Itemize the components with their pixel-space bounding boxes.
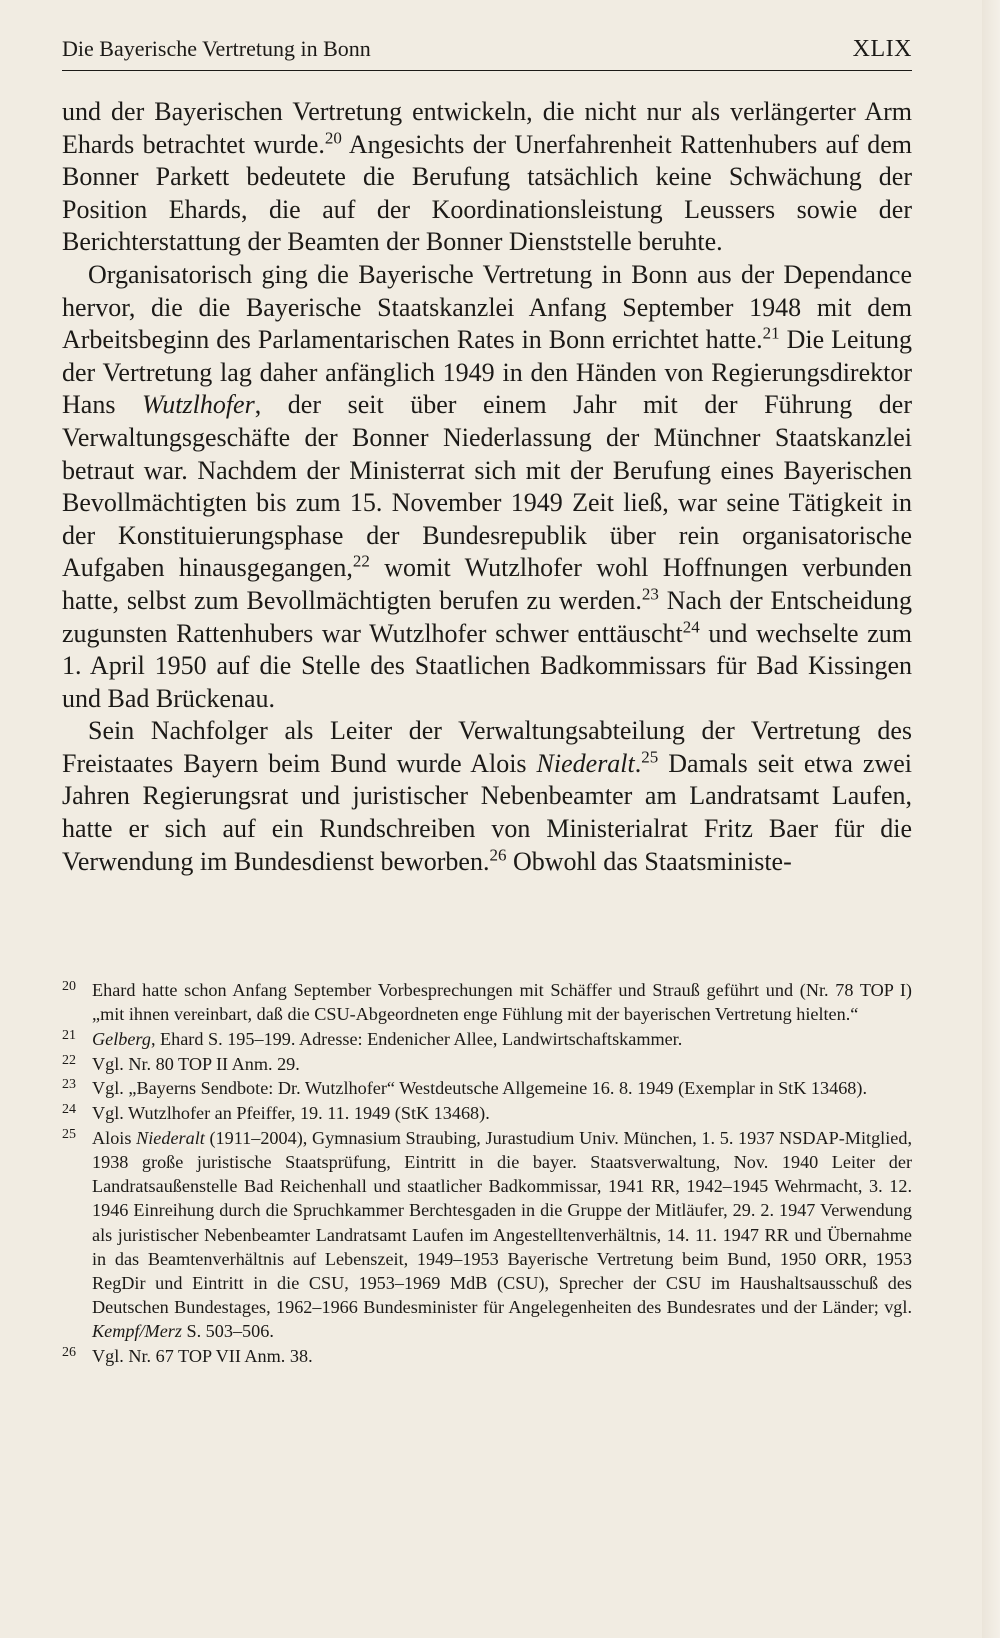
text-run: .: [634, 748, 642, 778]
running-head: Die Bayerische Vertretung in Bonn: [62, 36, 371, 61]
text-run: , der seit über einem Jahr mit der Führung der Verwaltungsgeschäfte der Bonner Niederlassung der Münchner Staatskanzlei betraut war. Nachdem der Ministerrat sich mit der Berufung eines Bayerischen Bevollmächtigten bis zum 15. November 1949 Zeit ließ, war seine Tätigkeit in der Konstituierungsphase der Bundesrepublik über rein organisatorische Aufgaben hinausgegangen,: [62, 390, 913, 583]
text-run: Ehard hatte schon Anfang September Vorbesprechungen mit Schäffer und Strauß geführt und (Nr. 78 TOP I) „mit ihnen vereinbart, daß die CSU-Abgeordneten enge Fühlung mit der bayerischen Vertretung hielten.“: [92, 980, 912, 1025]
footnote-reference: 20: [324, 127, 342, 147]
footnote-reference: 24: [682, 616, 700, 636]
text-run: Nach der Entscheidung zugunsten Rattenhubers war Wutzlhofer schwer enttäuscht: [62, 585, 912, 648]
text-run: und wechselte zum 1. April 1950 auf die Stelle des Staatlichen Badkommissars für Bad Kissingen und Bad Brückenau.: [62, 618, 913, 713]
footnote: [62, 978, 912, 1026]
text-run: (1911–2004), Gymnasium Straubing, Jurastudium Univ. München, 1. 5. 1937 NSDAP-Mitglied, 1938 große juristische Staatsprüfung, Eintritt in die bayer. Staatsverwaltung, Nov. 1940 Leiter der Landratsaußenstelle Bad Reichenhall und staatlicher Badkommissar, 1941 RR, 1942–1945 Wehrmacht, 3. 12. 1946 Einreihung durch die Spruchkammer Berchtesgaden in die Gruppe der Mitläufer, 29. 2. 1947 Verwendung als juristischer Nebenbeamter Landratsamt Laufen im Angestelltenverhältnis, 14. 11. 1947 RR und Übernahme in das Beamtenverhältnis auf Lebenszeit, 1949–1953 Bayerische Vertretung beim Bund, 1950 ORR, 1953 RegDir und Eintritt in die CSU, 1953–1969 MdB (CSU), Sprecher der CSU im Haushaltsausschuß des Deutschen Bundestages, 1962–1966 Bundesminister für Angelegenheiten des Bundesrates und der Länder; vgl.: [92, 1127, 912, 1318]
text-run: Vgl. Nr. 80 TOP II Anm. 29.: [92, 1053, 300, 1074]
footnote-number: 21: [62, 1027, 76, 1043]
text-run: Vgl. „Bayerns Sendbote: Dr. Wutzlhofer“ Westdeutsche Allgemeine 16. 8. 1949 (Exemplar in StK 13468).: [92, 1078, 867, 1099]
text-run: , Ehard S. 195–199. Adresse: Endenicher Allee, Landwirtschaftskammer.: [150, 1028, 683, 1049]
text-run: Sein Nachfolger als Leiter der Verwaltungsabteilung der Vertretung des Freistaates Bayern beim Bund wurde Alois: [62, 716, 912, 778]
text-run: Vgl. Nr. 67 TOP VII Anm. 38.: [92, 1346, 313, 1367]
text-run: Die Leitung der Vertretung lag daher anfänglich 1949 in den Händen von Regierungsdirektor Hans: [62, 325, 912, 420]
text-run: Damals seit etwa zwei Jahren Regierungsrat und juristischer Nebenbeamter am Landratsamt Laufen, hatte er sich auf ein Rundschreiben von Ministerialrat Fritz Baer für die Verwendung im Bundesdienst beworben.: [62, 748, 912, 876]
footnote: [62, 1126, 912, 1344]
footnote-number: 23: [62, 1077, 76, 1093]
text-run: S. 503–506.: [181, 1321, 274, 1342]
body-paragraph: [62, 96, 912, 259]
footnote-number: 22: [62, 1052, 76, 1068]
footnote: [62, 1027, 912, 1051]
footnote-reference: 23: [641, 584, 659, 604]
footnotes: [62, 978, 912, 1369]
text-run: Organisatorisch ging die Bayerische Vertretung in Bonn aus der Dependance hervor, die die Bayerische Staatskanzlei Anfang September 1948 mit dem Arbeitsbeginn des Parlamentarischen Rates in Bonn errichtet hatte.: [62, 259, 912, 355]
text-run: Vgl. Wutzlhofer an Pfeiffer, 19. 11. 1949 (StK 13468).: [92, 1103, 490, 1124]
footnote: [62, 1076, 912, 1100]
footnote-number: 20: [62, 979, 76, 994]
footnote-number: 26: [62, 1345, 76, 1361]
footnote-reference: 26: [489, 845, 507, 864]
text-run: Angesichts der Unerfahrenheit Rattenhubers auf dem Bonner Parkett bedeutete die Berufung tatsächlich keine Schwächung der Position Ehards, die auf der Koordinationsleistung Leussers sowie der Berichterstattung der Beamten der Bonner Dienststelle beruhte.: [62, 129, 912, 257]
footnote: [62, 1052, 912, 1076]
italic-name: Wutzlhofer: [142, 390, 255, 420]
italic-name: Gelberg: [92, 1028, 151, 1049]
main-text: [62, 96, 912, 878]
italic-name: Niederalt: [536, 748, 635, 778]
page-edge: [982, 0, 1000, 1638]
footnote-number: 25: [62, 1126, 76, 1142]
text-run: Obwohl das Staatsministe-: [506, 846, 792, 876]
italic-name: Kempf/Merz: [92, 1321, 182, 1342]
footnote-reference: 25: [641, 747, 659, 767]
footnote: [62, 1101, 912, 1125]
text-run: Alois: [92, 1127, 137, 1148]
footnote: [62, 1344, 912, 1368]
text-run: womit Wutzlhofer wohl Hoffnungen verbunden hatte, selbst zum Bevollmächtigten berufen zu werden.: [62, 553, 912, 615]
italic-name: Niederalt: [136, 1127, 205, 1148]
body-paragraph: [62, 715, 912, 878]
footnote-number: 24: [62, 1102, 76, 1118]
page-header: [62, 34, 912, 71]
footnote-reference: 21: [762, 323, 780, 343]
page-number: XLIX: [852, 36, 912, 62]
footnote-reference: 22: [352, 551, 370, 571]
text-run: und der Bayerischen Vertretung entwickeln, die nicht nur als verlängerter Arm Ehards betrachtet wurde.: [62, 97, 912, 159]
body-paragraph: [62, 259, 912, 715]
